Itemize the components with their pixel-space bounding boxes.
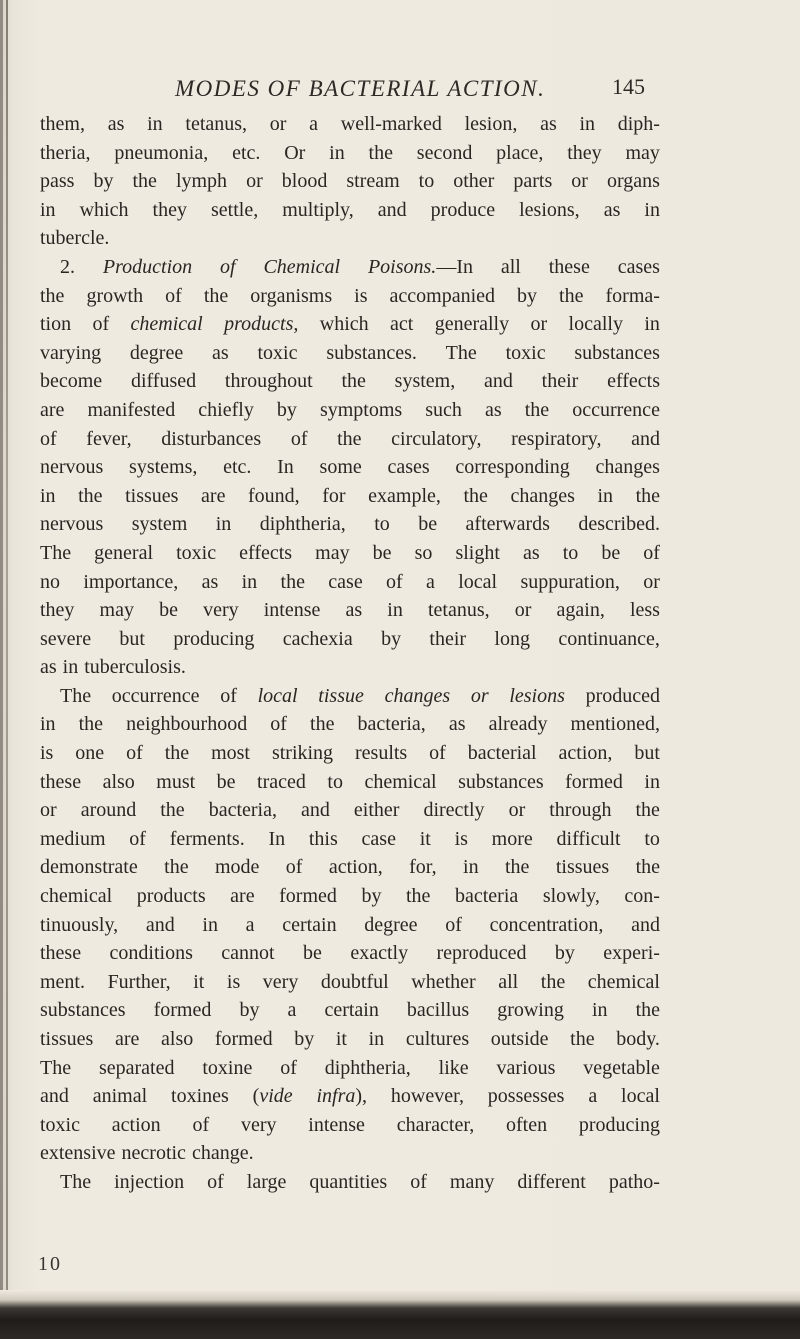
text-line: chemical products are formed by the bacteria slowly, con- [40,885,660,908]
text-line: these also must be traced to chemical substances formed in [40,770,660,793]
text-line: The separated toxine of diphtheria, like various vegetable [40,1056,660,1079]
text-line: medium of ferments. In this case it is more difficult to [40,827,660,850]
text-line: in the neighbourhood of the bacteria, as already mentioned, [40,713,660,736]
text-line: these conditions cannot be exactly reproduced by experi- [40,942,660,965]
text-line: severe but producing cachexia by their long continuance, [40,627,660,650]
text-line: The injection of large quantities of many different patho- [60,1170,660,1193]
text-line: them, as in tetanus, or a well-marked lesion, as in diph- [40,113,660,135]
text-line: The general toxic effects may be so slight as to be of [40,541,660,564]
page-number: 145 [612,74,645,99]
gutter-shadow [6,0,8,1290]
text-line: and animal toxines (vide infra), however, possesses a local [40,1085,660,1108]
text-line: The occurrence of local tissue changes or lesions produced [60,684,660,707]
text-line: 2. Production of Chemical Poisons.—In all these cases [60,255,660,278]
text-line: no importance, as in the case of a local suppuration, or [40,570,660,593]
binding-edge [0,0,3,1339]
sheet-signature: 10 [38,1253,62,1275]
text-line: as in tuberculosis. [40,656,186,679]
text-line: they may be very intense as in tetanus, or again, less [40,599,660,622]
text-line: tubercle. [40,227,110,250]
text-line: tion of chemical products, which act generally or locally in [40,313,660,336]
text-line: tinuously, and in a certain degree of concentration, and [40,913,660,936]
text-line: tissues are also formed by it in cultures outside the body. [40,1028,660,1050]
text-line: is one of the most striking results of bacterial action, but [40,742,660,765]
text-line: varying degree as toxic substances. The toxic substances [40,341,660,364]
text-line: pass by the lymph or blood stream to other parts or organs [40,170,660,193]
text-line: in the tissues are found, for example, the changes in the [40,484,660,507]
text-line: the growth of the organisms is accompanied by the forma- [40,284,660,307]
text-line: toxic action of very intense character, often producing [40,1113,660,1136]
text-line: extensive necrotic change. [40,1142,254,1165]
text-line: or around the bacteria, and either directly or through the [40,799,660,822]
text-line: become diffused throughout the system, and their effects [40,370,660,393]
text-line: nervous systems, etc. In some cases corresponding changes [40,456,660,479]
scan-bottom-edge [0,1290,800,1339]
text-line: of fever, disturbances of the circulatory, respiratory, and [40,427,660,450]
running-title: MODES OF BACTERIAL ACTION. [175,76,546,101]
text-line: ment. Further, it is very doubtful whether all the chemical [40,970,660,993]
text-line: are manifested chiefly by symptoms such as the occurrence [40,398,660,421]
text-line: theria, pneumonia, etc. Or in the second place, they may [40,141,660,164]
text-line: demonstrate the mode of action, for, in the tissues the [40,856,660,879]
body-text [40,110,660,1197]
text-line: in which they settle, multiply, and produce lesions, as in [40,198,660,221]
text-line: substances formed by a certain bacillus growing in the [40,999,660,1022]
text-line: nervous system in diphtheria, to be afterwards described. [40,513,660,536]
